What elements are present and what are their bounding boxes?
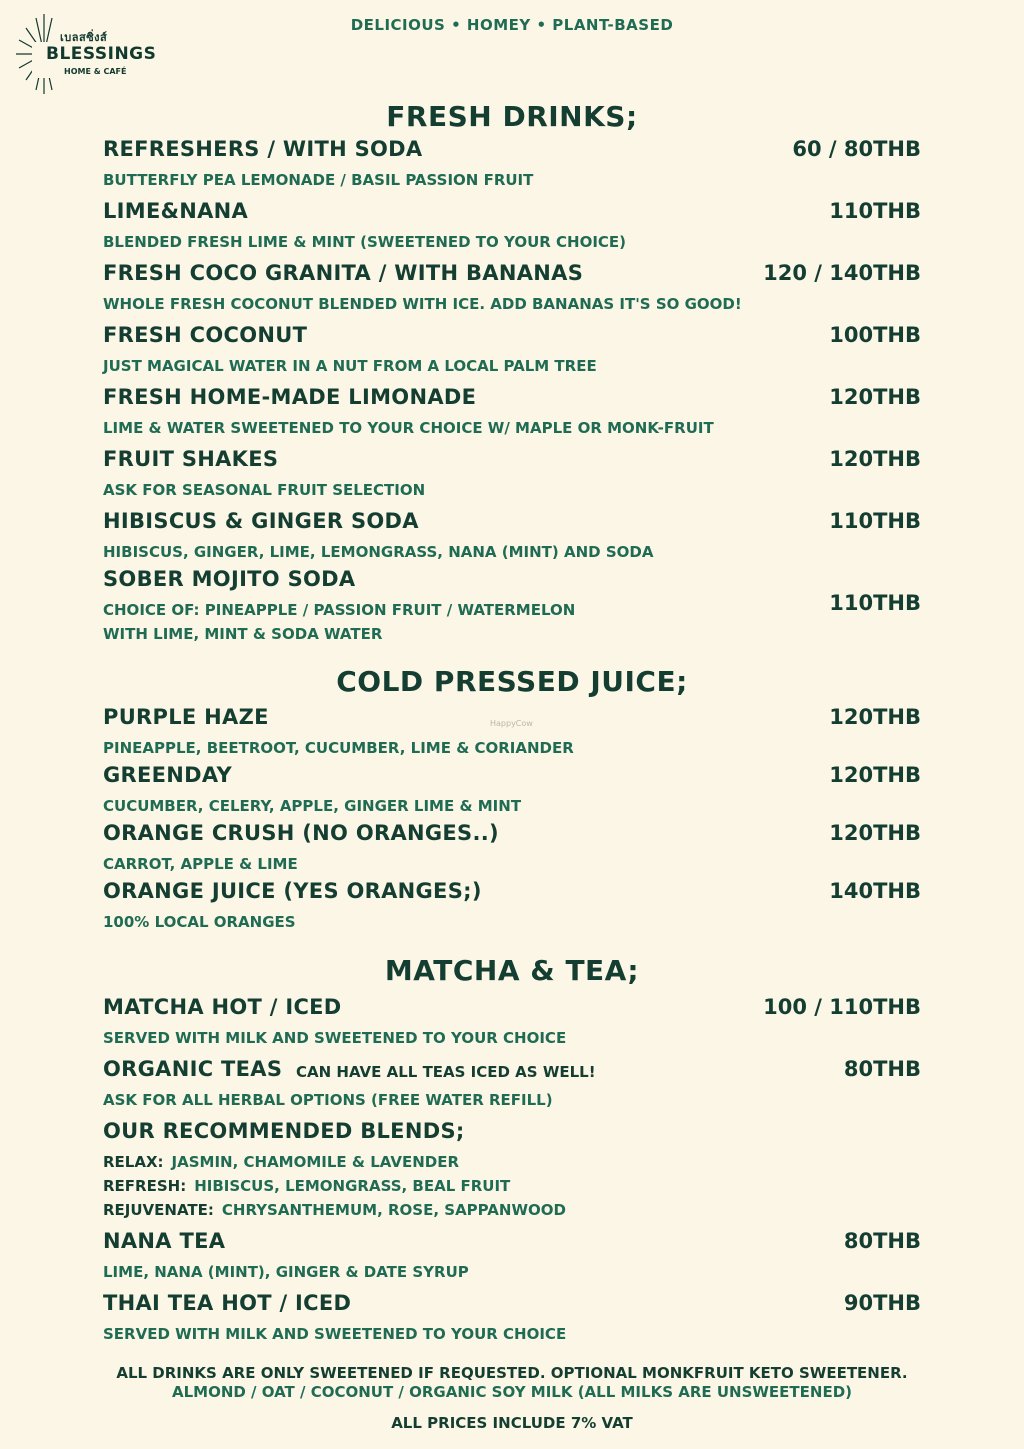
item-name: REFRESHERS / WITH SODA: [103, 137, 423, 161]
blend-value: HIBISCUS, LEMONGRASS, BEAL FRUIT: [194, 1177, 511, 1195]
item-price: 100THB: [829, 323, 921, 347]
item-name: FRUIT SHAKES: [103, 447, 279, 471]
blend-value: CHRYSANTHEMUM, ROSE, SAPPANWOOD: [221, 1201, 566, 1219]
item-description: HIBISCUS, GINGER, LIME, LEMONGRASS, NANA (MINT) AND SODA: [103, 543, 654, 561]
item-description: PINEAPPLE, BEETROOT, CUCUMBER, LIME & CORIANDER: [103, 739, 574, 757]
item-description: CARROT, APPLE & LIME: [103, 855, 298, 873]
item-description: ASK FOR ALL HERBAL OPTIONS (FREE WATER REFILL): [103, 1091, 553, 1109]
blend-label: REFRESH:: [103, 1177, 187, 1195]
item-price: 120THB: [829, 447, 921, 471]
item-name: ORANGE CRUSH (NO ORANGES..): [103, 821, 499, 845]
footer-note-milks: ALMOND / OAT / COCONUT / ORGANIC SOY MILK (ALL MILKS ARE UNSWEETENED): [171, 1383, 853, 1401]
item-description: CUCUMBER, CELERY, APPLE, GINGER LIME & MINT: [103, 797, 522, 815]
footer-note-vat: ALL PRICES INCLUDE 7% VAT: [391, 1414, 633, 1432]
item-name: ORANGE JUICE (YES ORANGES;): [103, 879, 482, 903]
item-price: 110THB: [829, 509, 921, 533]
item-price: 120 / 140THB: [763, 261, 921, 285]
item-name: GREENDAY: [103, 763, 232, 787]
item-name: NANA TEA: [103, 1229, 226, 1253]
item-name: FRESH COCO GRANITA / WITH BANANAS: [103, 261, 584, 285]
item-description: CHOICE OF: PINEAPPLE / PASSION FRUIT / WATERMELON: [103, 601, 576, 619]
item-price: 80THB: [843, 1057, 921, 1081]
item-price: 60 / 80THB: [792, 137, 921, 161]
item-name: SOBER MOJITO SODA: [103, 567, 356, 591]
item-name: FRESH HOME-MADE LIMONADE: [103, 385, 477, 409]
item-price: 110THB: [829, 591, 921, 615]
item-price: 110THB: [829, 199, 921, 223]
blend-line: [103, 1153, 459, 1171]
logo-name: BLESSINGS: [46, 44, 157, 64]
item-description: SERVED WITH MILK AND SWEETENED TO YOUR CHOICE: [103, 1325, 567, 1343]
tagline: DELICIOUS • HOMEY • PLANT-BASED: [350, 16, 674, 34]
item-name: MATCHA HOT / ICED: [103, 995, 342, 1019]
item-description: LIME, NANA (MINT), GINGER & DATE SYRUP: [103, 1263, 469, 1281]
item-description: WITH LIME, MINT & SODA WATER: [103, 625, 383, 643]
blend-label: REJUVENATE:: [103, 1201, 214, 1219]
item-description: 100% LOCAL ORANGES: [103, 913, 296, 931]
item-description: JUST MAGICAL WATER IN A NUT FROM A LOCAL PALM TREE: [103, 357, 597, 375]
logo-thai-text: เบลสซิ่งส์: [60, 31, 108, 44]
item-name: ORGANIC TEAS: [103, 1057, 283, 1081]
item-note: CAN HAVE ALL TEAS ICED AS WELL!: [296, 1063, 596, 1081]
item-name: PURPLE HAZE: [103, 705, 269, 729]
item-description: ASK FOR SEASONAL FRUIT SELECTION: [103, 481, 426, 499]
item-price: 90THB: [843, 1291, 921, 1315]
blend-line: [103, 1177, 510, 1195]
watermark: HappyCow: [490, 719, 533, 728]
section-title-fresh-drinks: FRESH DRINKS;: [386, 100, 638, 133]
item-name: THAI TEA HOT / ICED: [103, 1291, 352, 1315]
item-price: 120THB: [829, 385, 921, 409]
item-description: BLENDED FRESH LIME & MINT (SWEETENED TO YOUR CHOICE): [103, 233, 627, 251]
item-description: LIME & WATER SWEETENED TO YOUR CHOICE W/ MAPLE OR MONK-FRUIT: [103, 419, 714, 437]
section-title-matcha-tea: MATCHA & TEA;: [384, 954, 640, 987]
item-name: OUR RECOMMENDED BLENDS;: [103, 1119, 465, 1143]
item-price: 120THB: [829, 705, 921, 729]
item-name: HIBISCUS & GINGER SODA: [103, 509, 419, 533]
footer-note-sweetener: ALL DRINKS ARE ONLY SWEETENED IF REQUESTED. OPTIONAL MONKFRUIT KETO SWEETENER.: [116, 1364, 908, 1382]
blend-line: [103, 1201, 566, 1219]
section-title-cold-pressed-juice: COLD PRESSED JUICE;: [336, 665, 688, 698]
blend-label: RELAX:: [103, 1153, 164, 1171]
item-price: 80THB: [843, 1229, 921, 1253]
item-price: 120THB: [829, 821, 921, 845]
item-name: FRESH COCONUT: [103, 323, 308, 347]
item-price: 120THB: [829, 763, 921, 787]
item-price: 140THB: [829, 879, 921, 903]
item-description: BUTTERFLY PEA LEMONADE / BASIL PASSION FRUIT: [103, 171, 534, 189]
item-price: 100 / 110THB: [763, 995, 921, 1019]
item-name: LIME&NANA: [103, 199, 249, 223]
logo-subtitle: HOME & CAFÉ: [64, 67, 127, 76]
item-description: SERVED WITH MILK AND SWEETENED TO YOUR CHOICE: [103, 1029, 567, 1047]
blend-value: JASMIN, CHAMOMILE & LAVENDER: [171, 1153, 459, 1171]
item-description: WHOLE FRESH COCONUT BLENDED WITH ICE. ADD BANANAS IT'S SO GOOD!: [103, 295, 742, 313]
